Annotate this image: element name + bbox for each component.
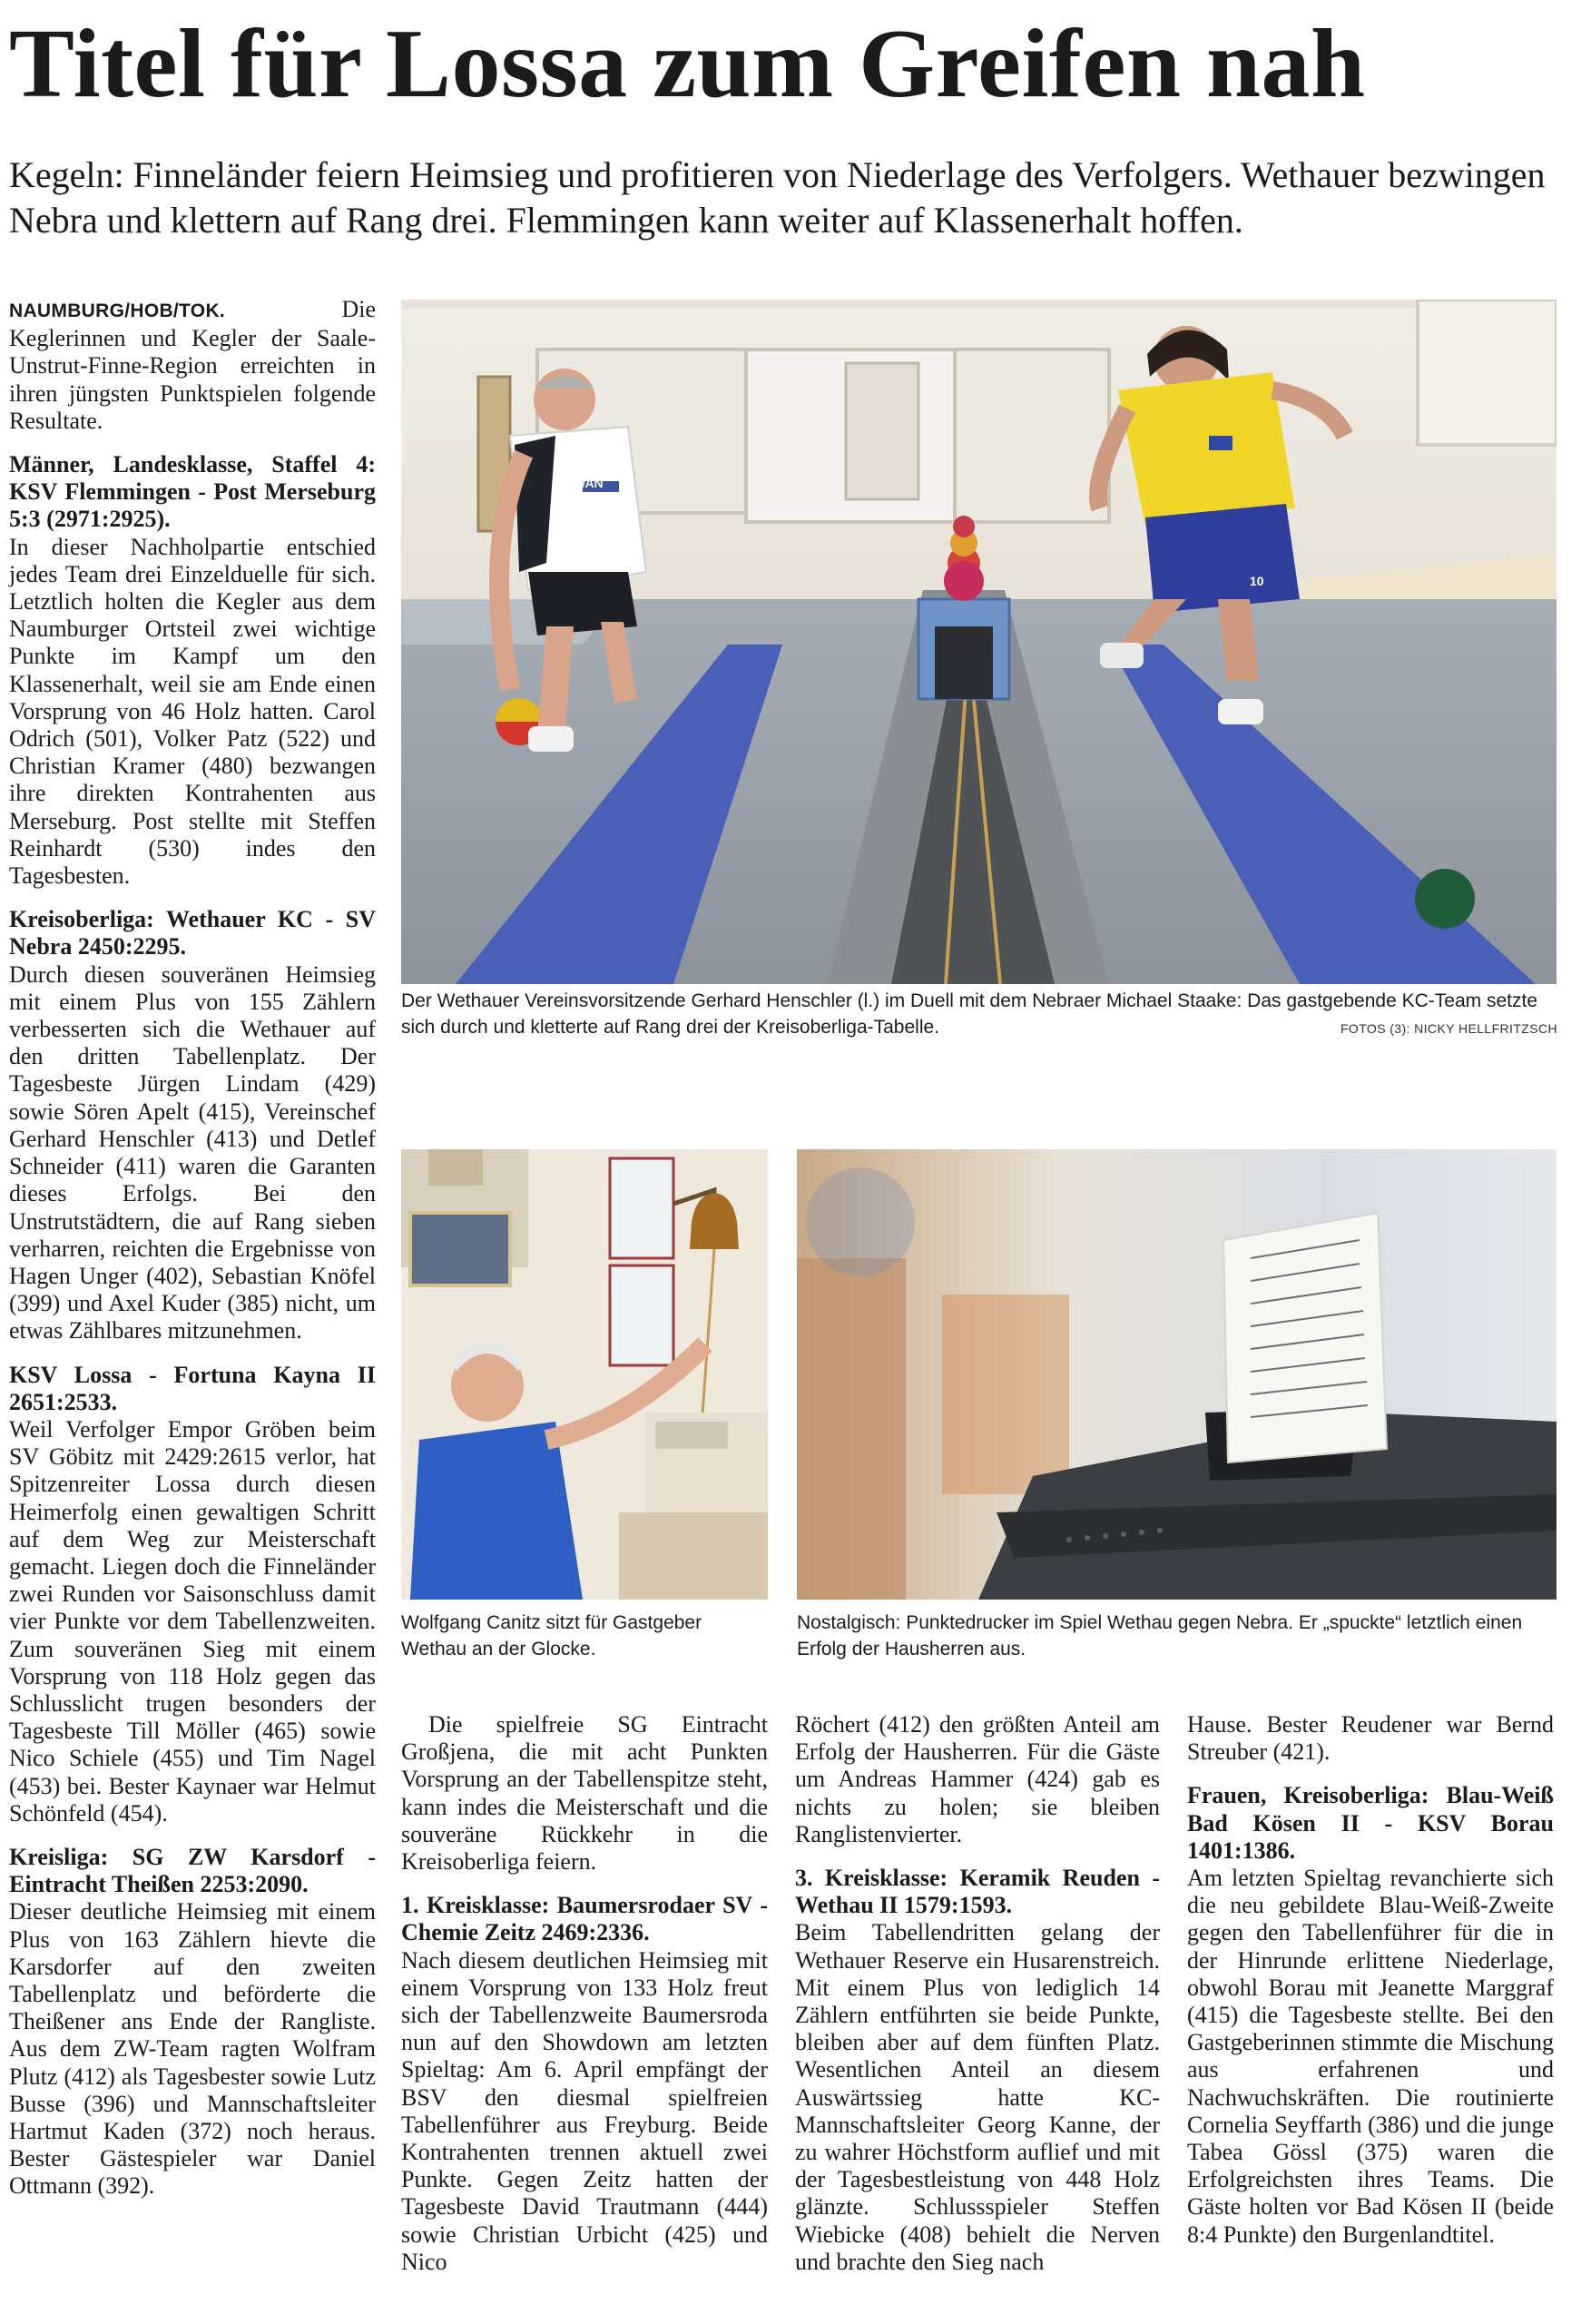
section-heading: 1. Kreisklasse: Baumersrodaer SV - Chemie Zeitz 2469:2336.: [401, 1892, 768, 1946]
column-2: [401, 1711, 768, 2276]
paragraph: Die spielfreie SG Eintracht Großjena, die mit acht Punkten Vorsprung an der Tabellenspitze steht, kann indes die Meisterschaft und die souveräne Rückkehr in die Kreisoberliga feiern.: [401, 1711, 768, 1876]
dateline: NAUMBURG/HOB/TOK.: [9, 300, 226, 321]
column-4: [1187, 1711, 1554, 2249]
section-heading: Kreisoberliga: Wethauer KC - SV Nebra 2450:2295.: [9, 906, 376, 960]
section-body: Dieser deutliche Heimsieg mit einem Plus von 163 Zählern hievte die Karsdorfer auf den zweiten Tabellenplatz und beförderte die Theißener ans Ende der Rangliste. Aus dem ZW-Team ragten Wolfram Plutz (412) als Tagesbester sowie Lutz Busse (396) und Mannschaftsleiter Hartmut Kaden (372) noch heraus. Bester Gästespieler war Daniel Ottmann (392).: [9, 1898, 376, 2200]
column-3: [795, 1711, 1160, 2276]
section-body: Nach diesem deutlichen Heimsieg mit einem Vorsprung von 133 Holz freut sich der Tabellenzweite Baumersroda nun auf den Showdown am letzten Spieltag: Am 6. April empfängt der BSV den diesmal spielfreien Tabellenführer aus Freyburg. Beide Kontrahenten trennen aktuell zwei Punkte. Gegen Zeitz hatten der Tagesbeste David Trautmann (444) sowie Christian Urbicht (425) und Nico: [401, 1946, 768, 2275]
section-body: In dieser Nachholpartie entschied jedes Team drei Einzelduelle für sich. Letztlich holten die Kegler aus dem Naumburger Ortsteil zwei wichtige Punkte im Kampf um den Klassenerhalt, weil sie am Ende einen Vorsprung von 46 Holz hatten. Carol Odrich (501), Volker Patz (522) und Christian Kramer (480) bezwangen ihre direkten Kontrahenten aus Merseburg. Post stellte mit Steffen Reinhardt (530) indes den Tagesbesten.: [9, 533, 376, 890]
section-heading: 3. Kreisklasse: Keramik Reuden - Wethau II 1579:1593.: [795, 1865, 1160, 1919]
main-photo: [401, 300, 1556, 984]
printer-photo-caption: Nostalgisch: Punktedrucker im Spiel Wethau gegen Nebra. Er „spuckte“ letztlich einen Erfolg der Hausherren aus.: [797, 1612, 1523, 1659]
shirt-number: 10: [1250, 574, 1264, 588]
section-heading: Männer, Landesklasse, Staffel 4: KSV Flemmingen - Post Merseburg 5:3 (2971:2925).: [9, 451, 376, 533]
printer-photo: [797, 1149, 1556, 1600]
section-body: Am letzten Spieltag revanchierte sich die neu gebildete Blau-Weiß-Zweite gegen den Tabellenführer für die in der Hinrunde erlittene Niederlage, obwohl Borau mit Jeanette Marggraf (415) die Tagesbeste stellte. Bei den Gastgeberinnen stimmte die Mischung aus erfahrenen und Nachwuchskräften. Die routinierte Cornelia Seyffarth (386) und die junge Tabea Gössl (375) waren die Erfolgreichsten ihres Teams. Die Gäste holten vor Bad Kösen II (beide 8:4 Punkte) den Burgenlandtitel.: [1187, 1865, 1554, 2248]
bell-photo: [401, 1149, 768, 1600]
bell-illustration: [401, 1149, 768, 1600]
paragraph: Hause. Bester Reudener war Bernd Streuber (421).: [1187, 1711, 1554, 1766]
section-body: Durch diesen souveränen Heimsieg mit einem Plus von 155 Zählern verbesserten sich die Wethauer auf den dritten Tabellenplatz. Der Tagesbeste Jürgen Lindam (429) sowie Sören Apelt (415), Vereinschef Gerhard Henschler (413) und Detlef Schneider (411) waren die Garanten dieses Erfolgs. Bei den Unstrutstädtern, die auf Rang sieben verharren, reichten die Ergebnisse von Hagen Unger (402), Sebastian Knöfel (399) und Axel Kuder (385) nicht, um etwas Zählbares mitzunehmen.: [9, 960, 376, 1344]
section-heading: Frauen, Kreisoberliga: Blau-Weiß Bad Kösen II - KSV Borau 1401:1386.: [1187, 1782, 1554, 1864]
intro-text: Die Keglerinnen und Kegler der Saale-Unstrut-Finne-Region erreichten in ihren jüngsten Punktspielen folgende Resultate.: [9, 296, 376, 434]
subheadline: Kegeln: Finneländer feiern Heimsieg und profitieren von Niederlage des Verfolgers. Wethauer bezwingen Nebra und klettern auf Rang drei. Flemmingen kann weiter auf Klassenerhalt hoffen.: [9, 154, 1546, 241]
bell-photo-caption: Wolfgang Canitz sitzt für Gastgeber Wethau an der Glocke.: [401, 1612, 702, 1659]
printer-illustration: [797, 1149, 1556, 1600]
bowling-alley-illustration: [401, 300, 1556, 984]
section-body: Beim Tabellendritten gelang der Wethauer Reserve ein Husarenstreich. Mit einem Plus von lediglich 14 Zählern entführten sie beide Punkte, bleiben aber auf dem fünften Platz. Wesentlichen Anteil an diesem Auswärtssieg hatte KC-Mannschaftsleiter Georg Kanne, der zu wahrer Höchstform auflief und mit der Tagesbestleistung von 448 Holz glänzte. Schlussspieler Steffen Wiebicke (408) behielt die Nerven und brachte den Sieg nach: [795, 1919, 1160, 2275]
section-heading: Kreisliga: SG ZW Karsdorf - Eintracht Theißen 2253:2090.: [9, 1843, 376, 1898]
main-photo-caption: Der Wethauer Vereinsvorsitzende Gerhard Henschler (l.) im Duell mit dem Nebraer Michael Staake: Das gastgebende KC-Team setzte sich durch und kletterte auf Rang drei der Kreisoberliga-Tabelle.: [401, 990, 1537, 1038]
section-body: Weil Verfolger Empor Gröben beim SV Göbitz mit 2429:2615 verlor, hat Spitzenreiter Lossa durch diesen Heimerfolg einen gewaltigen Schritt auf dem Weg zur Meisterschaft gemacht. Liegen doch die Finneländer zwei Runden vor Saisonschluss damit vier Punkte vor dem Tabellenzweiten. Zum souveränen Sieg mit einem Vorsprung von 118 Holz gegen das Schlusslicht trugen besonders der Tagesbeste Till Möller (465) sowie Nico Schiele (455) und Tim Nagel (453) bei. Bester Kaynaer war Helmut Schönfeld (454).: [9, 1415, 376, 1827]
section-heading: KSV Lossa - Fortuna Kayna II 2651:2533.: [9, 1361, 376, 1415]
photo-credit: FOTOS (3): NICKY HELLFRITZSCH: [1340, 1021, 1557, 1036]
intro-paragraph: [9, 296, 376, 435]
paragraph: Röchert (412) den größten Anteil am Erfolg der Hausherren. Für die Gäste um Andreas Hammer (424) gab es nichts zu holen; sie bleiben Ranglistenvierter.: [795, 1711, 1160, 1847]
headline: Titel für Lossa zum Greifen nah: [9, 10, 1366, 118]
column-left: [9, 296, 376, 2201]
shirt-text: WAN: [574, 476, 604, 490]
